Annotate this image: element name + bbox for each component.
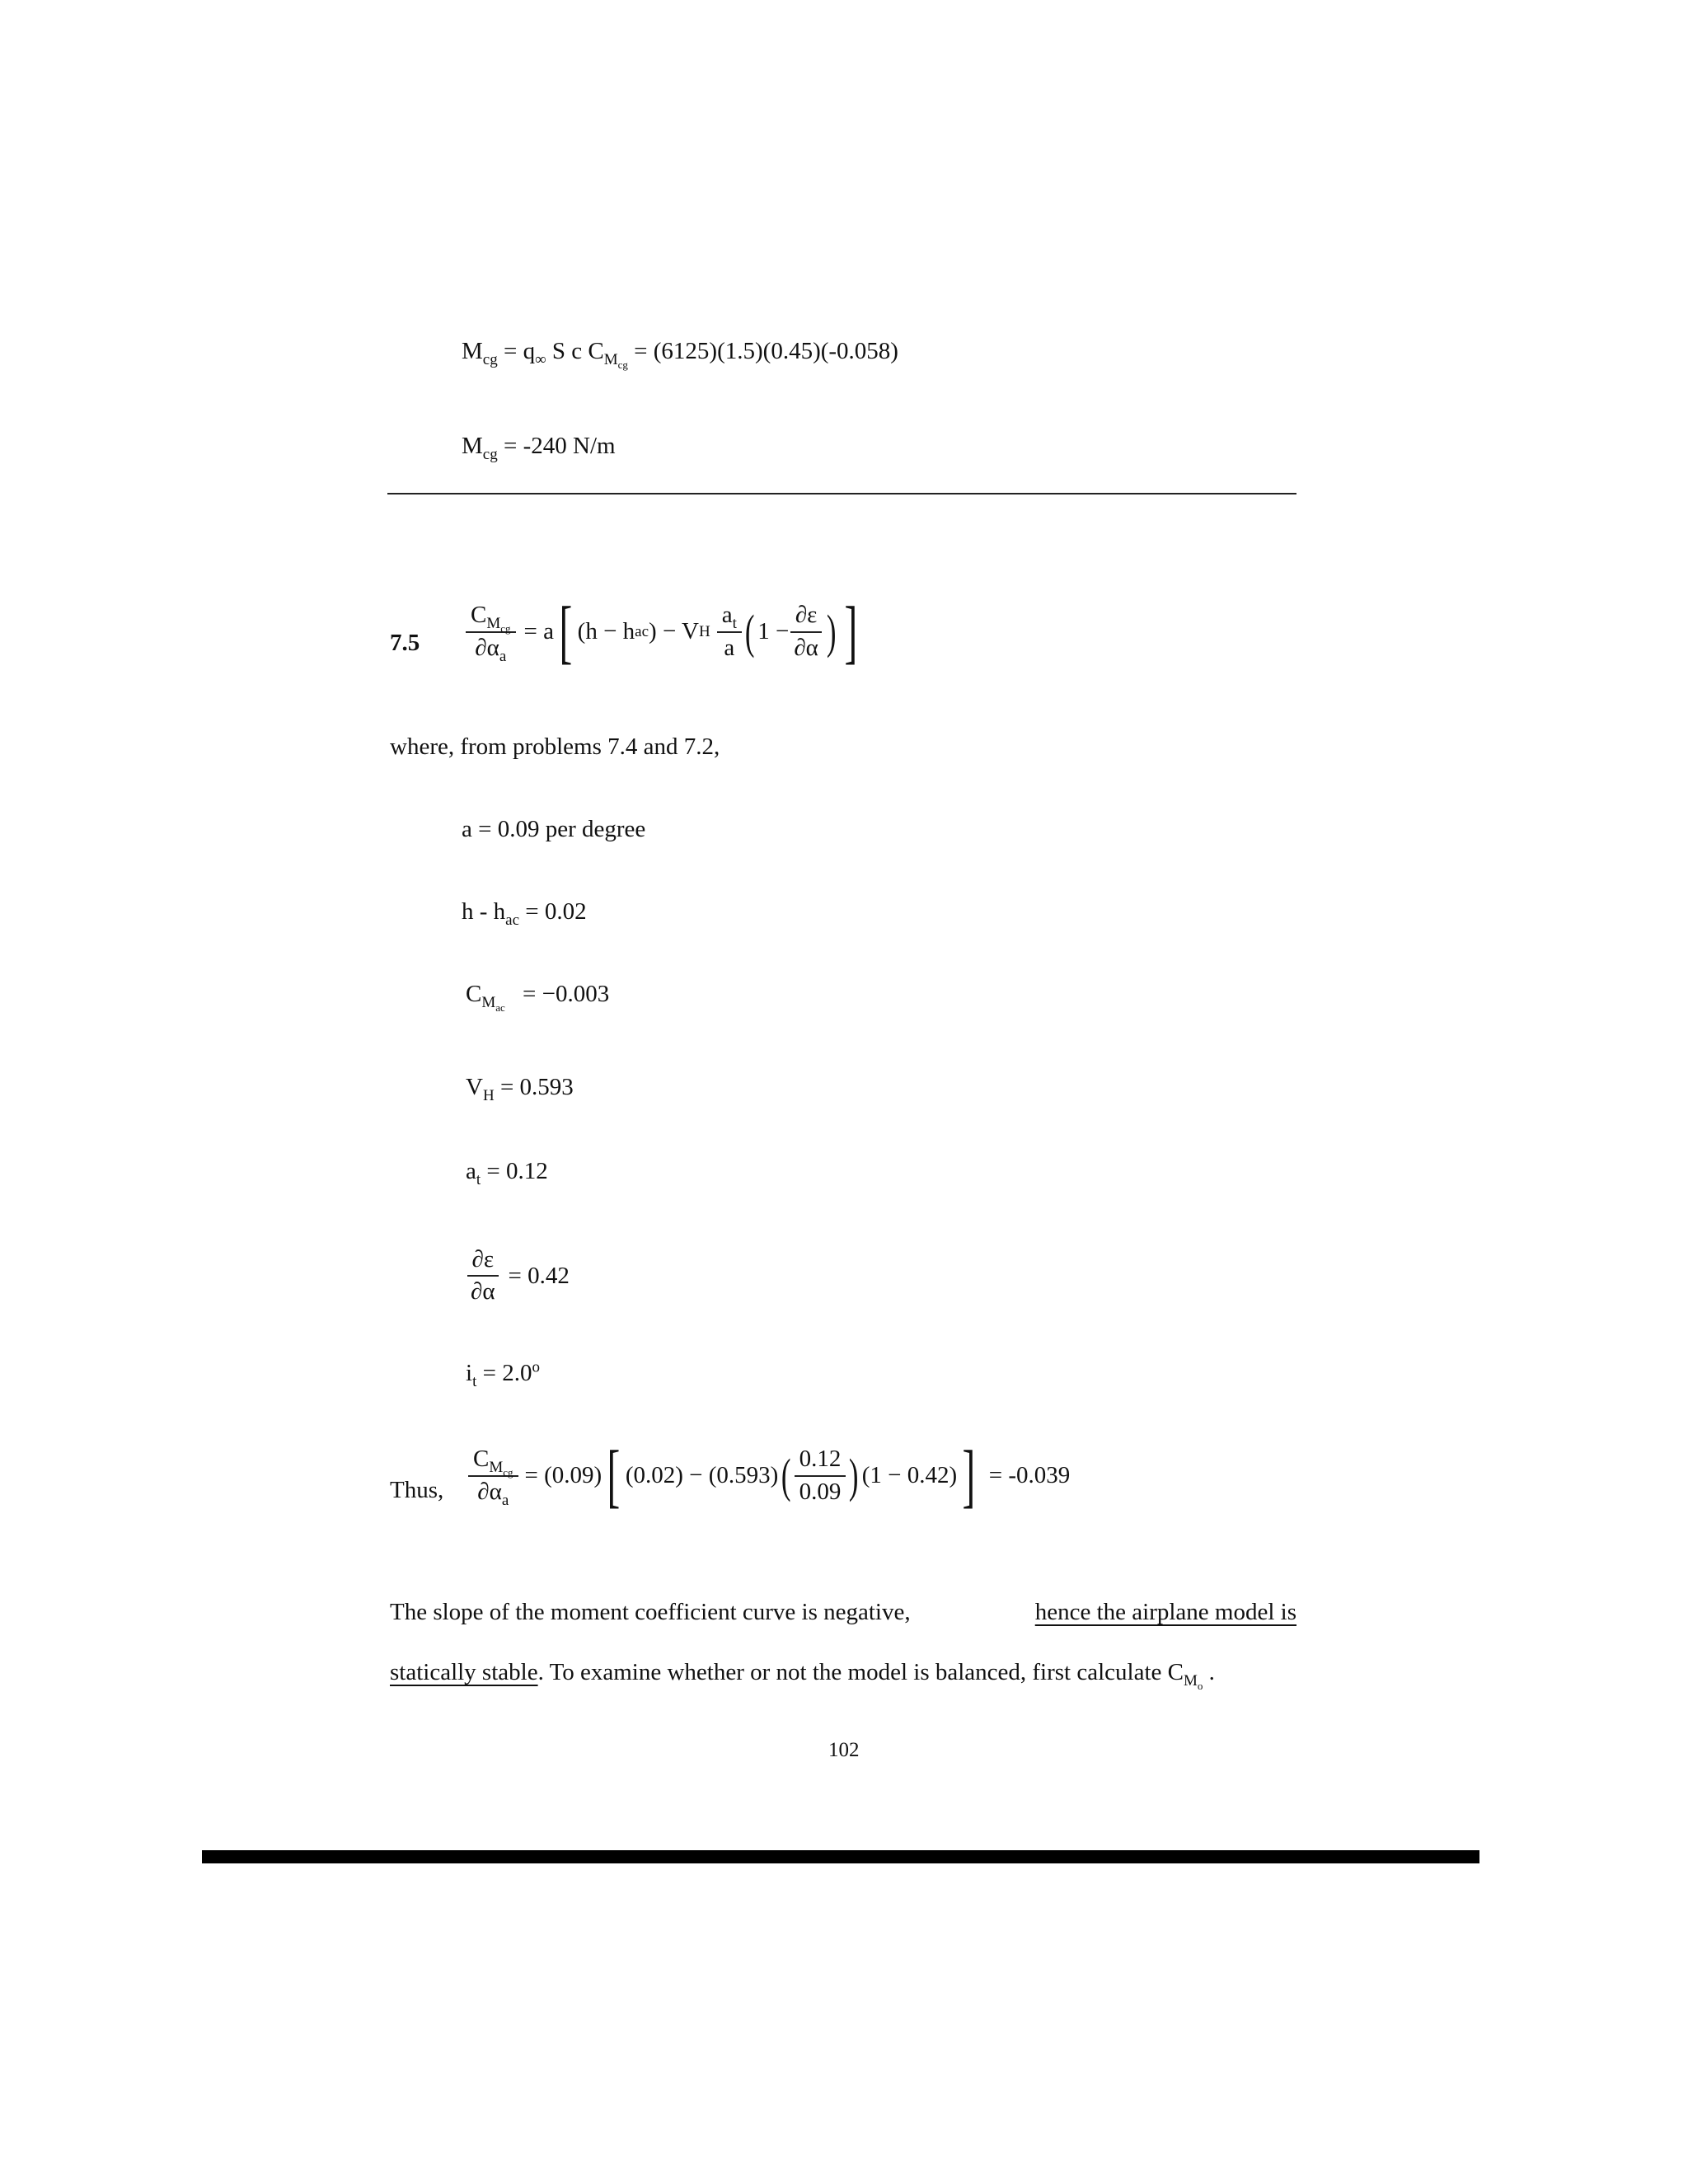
result-rhs: = -240 N/m — [503, 433, 616, 459]
one-minus: 1 − — [757, 618, 790, 645]
given-it-sup: o — [532, 1358, 540, 1376]
given-cm-sub-text: M — [481, 993, 496, 1011]
conclusion-line-2 — [390, 1659, 1215, 1692]
conclusion-underline-2: statically stable — [390, 1659, 538, 1685]
thus-equation — [468, 1436, 1071, 1515]
given-at-rhs: = 0.12 — [481, 1158, 548, 1184]
given-cm-rhs: = −0.003 — [523, 981, 610, 1007]
given-a: a = 0.09 per degree — [462, 816, 646, 842]
eq-rhs: = (6125)(1.5)(0.45)(-0.058) — [634, 338, 898, 364]
given-vh-sub: H — [482, 1086, 495, 1104]
conclusion-cm-sub — [1184, 1672, 1203, 1690]
right-bracket: ] — [844, 592, 858, 671]
given-cm-subsub: ac — [495, 1001, 505, 1014]
thus-lhs-fraction — [468, 1446, 518, 1509]
rhs-h: (h − h — [577, 618, 635, 645]
result-lhs: M — [462, 433, 483, 459]
thus-ratio-num: 0.12 — [795, 1446, 846, 1476]
eq-c-sub-text: M — [603, 350, 618, 368]
lhs-num-c: C — [471, 602, 487, 629]
thus-inner2: (1 − 0.42) — [861, 1462, 958, 1489]
given-h — [462, 898, 587, 929]
deps-denominator: ∂α — [794, 634, 818, 661]
given-h-lhs: h - h — [462, 898, 506, 925]
given-deps — [466, 1246, 570, 1306]
given-h-rhs: = 0.02 — [519, 898, 587, 925]
left-paren: ( — [744, 604, 755, 658]
given-it-sub: t — [472, 1372, 477, 1390]
thus-ratio-fraction — [795, 1446, 846, 1506]
right-paren: ) — [826, 604, 837, 658]
given-cm-lhs: C — [466, 981, 482, 1007]
lhs-fraction — [466, 602, 516, 665]
given-h-sub: ac — [505, 911, 520, 929]
lhs-num-sub-text: M — [486, 615, 501, 633]
conclusion-end: . — [1203, 1659, 1215, 1685]
given-at-sub: t — [476, 1170, 481, 1188]
equation-moment-cg — [462, 338, 898, 371]
thus-lhs-den-text: ∂α — [477, 1478, 502, 1505]
section-divider — [387, 493, 1296, 494]
thus-lhs-den — [472, 1477, 513, 1509]
eq-mid2: S c C — [546, 338, 604, 364]
given-at — [466, 1158, 548, 1188]
lhs-num-sub — [486, 615, 511, 635]
result-lhs-sub: cg — [482, 445, 498, 463]
given-cm-ac — [466, 981, 610, 1014]
given-vh-rhs: = 0.593 — [494, 1074, 574, 1100]
thus-lhs-c: C — [473, 1446, 490, 1473]
thus-left-bracket: [ — [607, 1436, 621, 1515]
conclusion-plain-1: The slope of the moment coefficient curve is negative, — [390, 1599, 911, 1625]
conclusion-plain-2: . To examine whether or not the model is balanced, first calculate C — [537, 1659, 1184, 1685]
thus-inner1: (0.02) − (0.593) — [625, 1462, 779, 1489]
thus-lhs-num — [468, 1446, 518, 1479]
where-text: where, from problems 7.4 and 7.2, — [390, 733, 720, 760]
given-vh — [466, 1074, 574, 1104]
at-numerator — [717, 602, 742, 632]
page-number: 102 — [828, 1739, 860, 1761]
thus-ratio-den: 0.09 — [799, 1478, 842, 1505]
thus-result: = -0.039 — [988, 1462, 1071, 1489]
conclusion-cm-sub-text: M — [1184, 1671, 1198, 1690]
deps-fraction — [789, 602, 823, 662]
eq-lhs: M — [462, 338, 483, 364]
problem-number: 7.5 — [390, 630, 420, 656]
eq-lhs-sub: cg — [482, 350, 498, 368]
lhs-den-sub: a — [499, 647, 507, 665]
given-it-lhs: i — [466, 1360, 473, 1386]
at-num-sub: t — [732, 615, 737, 633]
deps-numerator: ∂ε — [790, 602, 823, 632]
rhs-a: = a — [523, 618, 555, 645]
given-deps-rhs: = 0.42 — [508, 1262, 570, 1289]
thus-left-paren: ( — [781, 1448, 791, 1502]
given-vh-lhs: V — [466, 1074, 483, 1100]
lhs-den: ∂α — [475, 634, 499, 661]
lhs-denominator — [470, 633, 511, 665]
at-num: a — [721, 602, 733, 629]
thus-lhs-subsub: cg — [503, 1465, 513, 1479]
conclusion-underline-1: hence the airplane model is — [1034, 1599, 1296, 1625]
thus-lhs-den-sub: a — [501, 1491, 509, 1509]
thus-right-paren: ) — [849, 1448, 859, 1502]
given-cm-sub — [481, 993, 505, 1014]
thus-label: Thus, — [390, 1477, 444, 1503]
conclusion-cm-subsub: o — [1197, 1679, 1203, 1692]
left-bracket: [ — [559, 592, 573, 671]
lhs-num-subsub: cg — [500, 621, 511, 635]
at-denominator: a — [724, 634, 735, 661]
eq-c-subsub: cg — [617, 358, 628, 371]
lhs-numerator — [466, 602, 516, 635]
thus-right-bracket: ] — [962, 1436, 976, 1515]
rhs-h-close: ) − V — [649, 618, 699, 645]
thus-lhs-sub-text: M — [489, 1459, 504, 1477]
footer-rule — [202, 1850, 1479, 1863]
eq-c-sub — [603, 350, 628, 371]
thus-lhs-sub — [489, 1459, 513, 1479]
equation-moment-result — [462, 433, 616, 463]
conclusion-line-1 — [390, 1599, 1296, 1626]
eq-mid-sub: ∞ — [535, 350, 546, 368]
thus-eq: = (0.09) — [524, 1462, 603, 1489]
given-at-lhs: a — [466, 1158, 476, 1184]
problem-equation: $\frac{C_{M_{cg}}}{\partial\alpha_a}$ = a [ (h − h ac ) − V H $\frac{a_t}{a}$ ( 1 − $\frac{\partial\varepsilon}{\partial\alpha}$ ) ] — [466, 600, 863, 663]
given-it — [466, 1358, 540, 1390]
given-deps-fraction — [466, 1246, 500, 1306]
given-deps-num: ∂ε — [467, 1246, 499, 1277]
given-deps-den: ∂α — [471, 1278, 495, 1305]
eq-mid: = q — [503, 338, 536, 364]
at-over-a-fraction — [717, 602, 742, 662]
given-it-rhs: = 2.0 — [476, 1360, 532, 1386]
